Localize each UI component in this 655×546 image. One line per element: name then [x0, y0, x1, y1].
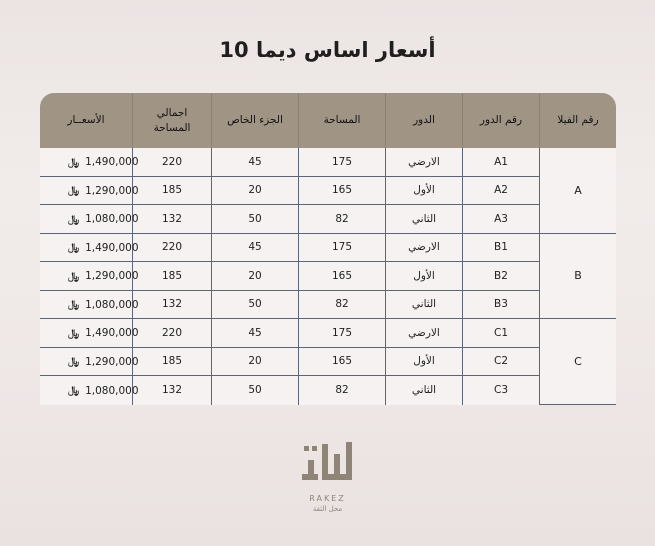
area-cell: [298, 205, 385, 234]
area-cell-value: 175: [331, 241, 353, 254]
table-row: [40, 348, 616, 377]
unit-cell-value: C1: [493, 326, 508, 339]
price-value: 1,080,000: [85, 213, 139, 225]
total-area-cell-value: 220: [161, 241, 183, 254]
private-area-cell-value: 45: [248, 326, 262, 339]
area-cell: [298, 177, 385, 206]
unit-cell: [462, 262, 539, 291]
price-table-container: [40, 93, 616, 404]
total-area-cell-value: 220: [161, 326, 183, 339]
unit-cell: [462, 376, 539, 405]
floor-cell-value: الارضي: [408, 155, 440, 168]
rakez-logo-mark-icon: [296, 440, 360, 490]
total-area-cell: [132, 148, 211, 177]
total-area-cell: [132, 291, 211, 320]
area-cell: [298, 319, 385, 348]
price-group: [68, 213, 139, 225]
total-area-cell: [132, 262, 211, 291]
unit-cell: [462, 319, 539, 348]
floor-cell: [385, 234, 462, 263]
private-area-cell: [211, 234, 298, 263]
area-cell: [298, 291, 385, 320]
area-cell: [298, 148, 385, 177]
total-area-cell-value: 185: [161, 184, 183, 197]
table-row: [40, 319, 616, 348]
header-unit: رقم الدور: [462, 93, 539, 148]
floor-cell-value: الثاني: [411, 212, 437, 225]
price-value: 1,490,000: [85, 156, 139, 168]
price-cell: [40, 348, 139, 377]
unit-cell-value: A3: [494, 212, 508, 225]
table-row: [40, 177, 616, 206]
price-cell: [40, 205, 139, 234]
price-group: [68, 156, 139, 168]
private-area-cell: [211, 319, 298, 348]
unit-cell-value: C2: [493, 355, 508, 368]
private-area-cell: [211, 148, 298, 177]
floor-cell-value: الارضي: [408, 241, 440, 254]
floor-cell-value: الثاني: [411, 384, 437, 397]
total-area-cell-value: 185: [161, 269, 183, 282]
riyal-icon: ﷼: [68, 327, 80, 339]
table-row: [40, 262, 616, 291]
private-area-cell-value: 50: [248, 298, 262, 311]
area-cell: [298, 376, 385, 405]
unit-cell: [462, 205, 539, 234]
total-area-cell: [132, 205, 211, 234]
price-table: [40, 93, 616, 405]
price-cell: [40, 319, 139, 348]
price-cell: [40, 177, 139, 206]
floor-cell: [385, 148, 462, 177]
riyal-icon: ﷼: [68, 213, 80, 225]
table-row: [40, 205, 616, 234]
unit-cell-value: A1: [494, 155, 508, 168]
area-cell-value: 82: [335, 212, 349, 225]
unit-cell: [462, 177, 539, 206]
area-cell-value: 82: [335, 298, 349, 311]
price-value: 1,290,000: [85, 270, 139, 282]
total-area-cell: [132, 234, 211, 263]
riyal-icon: ﷼: [68, 185, 80, 196]
price-group: [68, 356, 139, 368]
header-floor: الدور: [385, 93, 462, 148]
floor-cell: [385, 262, 462, 291]
private-area-cell: [211, 348, 298, 377]
floor-cell: [385, 376, 462, 405]
floor-cell-value: الأول: [413, 269, 435, 282]
price-group: [68, 270, 139, 282]
unit-cell: [462, 291, 539, 320]
floor-cell: [385, 205, 462, 234]
area-cell: [298, 262, 385, 291]
price-group: [68, 327, 139, 339]
floor-cell: [385, 319, 462, 348]
price-value: 1,490,000: [85, 241, 139, 254]
header-price: الأسعــار: [40, 93, 132, 148]
private-area-cell: [211, 177, 298, 206]
area-cell-value: 165: [331, 355, 353, 368]
floor-cell-value: الارضي: [408, 326, 440, 339]
total-area-cell: [132, 348, 211, 377]
rakez-logo: [290, 440, 365, 520]
price-cell: [40, 262, 139, 291]
header-total: اجمالي المساحة: [132, 93, 211, 148]
unit-cell: [462, 234, 539, 263]
table-body: [40, 148, 616, 405]
total-area-cell-value: 132: [161, 212, 183, 225]
price-cell: [40, 234, 139, 263]
header-row: [40, 93, 616, 148]
area-cell-value: 175: [331, 326, 353, 339]
price-value: 1,490,000: [85, 327, 139, 339]
unit-cell: [462, 348, 539, 377]
total-area-cell-value: 220: [161, 155, 183, 168]
price-cell: [40, 376, 139, 405]
villa-cell: B: [539, 234, 616, 320]
private-area-cell-value: 45: [248, 241, 262, 254]
total-area-cell: [132, 177, 211, 206]
price-value: 1,080,000: [85, 298, 139, 311]
total-area-cell-value: 132: [161, 298, 183, 311]
floor-cell-value: الثاني: [411, 298, 437, 311]
area-cell-value: 165: [331, 269, 353, 282]
riyal-icon: ﷼: [68, 299, 80, 310]
unit-cell-value: B3: [494, 298, 508, 311]
header-private: الجزء الخاص: [211, 93, 298, 148]
price-group: [68, 299, 139, 311]
area-cell-value: 82: [335, 384, 349, 397]
riyal-icon: ﷼: [68, 385, 80, 396]
total-area-cell: [132, 319, 211, 348]
floor-cell-value: الأول: [413, 184, 435, 197]
table-row: [40, 291, 616, 320]
price-cell: [40, 291, 139, 320]
private-area-cell: [211, 262, 298, 291]
riyal-icon: ﷼: [68, 156, 80, 168]
header-area: المساحة: [298, 93, 385, 148]
private-area-cell: [211, 291, 298, 320]
table-row: [40, 148, 616, 177]
price-group: [68, 242, 139, 254]
floor-cell: [385, 348, 462, 377]
private-area-cell-value: 50: [248, 384, 262, 397]
logo-tagline: محل الثقة: [312, 505, 343, 513]
header-villa: رقم الفيلا: [539, 93, 616, 148]
price-group: [68, 385, 139, 397]
private-area-cell-value: 20: [248, 269, 262, 282]
price-value: 1,290,000: [85, 184, 139, 197]
page-title: أسعار اساس ديما 10: [219, 38, 436, 62]
price-value: 1,080,000: [85, 384, 139, 397]
total-area-cell-value: 132: [161, 384, 183, 397]
private-area-cell-value: 45: [248, 155, 262, 168]
table-row: [40, 376, 616, 405]
total-area-cell-value: 185: [161, 355, 183, 368]
price-cell: [40, 148, 139, 177]
area-cell: [298, 348, 385, 377]
riyal-icon: ﷼: [68, 356, 80, 367]
unit-cell: [462, 148, 539, 177]
floor-cell: [385, 291, 462, 320]
area-cell-value: 165: [331, 184, 353, 197]
riyal-icon: ﷼: [68, 270, 80, 282]
table-row: [40, 234, 616, 263]
price-value: 1,290,000: [85, 355, 139, 368]
private-area-cell-value: 20: [248, 355, 262, 368]
private-area-cell: [211, 205, 298, 234]
unit-cell-value: C3: [493, 384, 508, 397]
price-group: [68, 185, 139, 197]
unit-cell-value: B1: [494, 241, 508, 254]
logo-name: RAKEZ: [309, 494, 346, 503]
private-area-cell-value: 50: [248, 212, 262, 225]
area-cell-value: 175: [331, 155, 353, 168]
floor-cell-value: الأول: [413, 355, 435, 368]
riyal-icon: ﷼: [68, 242, 80, 253]
total-area-cell: [132, 376, 211, 405]
private-area-cell-value: 20: [248, 184, 262, 197]
private-area-cell: [211, 376, 298, 405]
floor-cell: [385, 177, 462, 206]
unit-cell-value: A2: [494, 184, 508, 197]
area-cell: [298, 234, 385, 263]
villa-cell: A: [539, 148, 616, 234]
villa-cell: C: [539, 319, 616, 405]
unit-cell-value: B2: [494, 269, 508, 282]
